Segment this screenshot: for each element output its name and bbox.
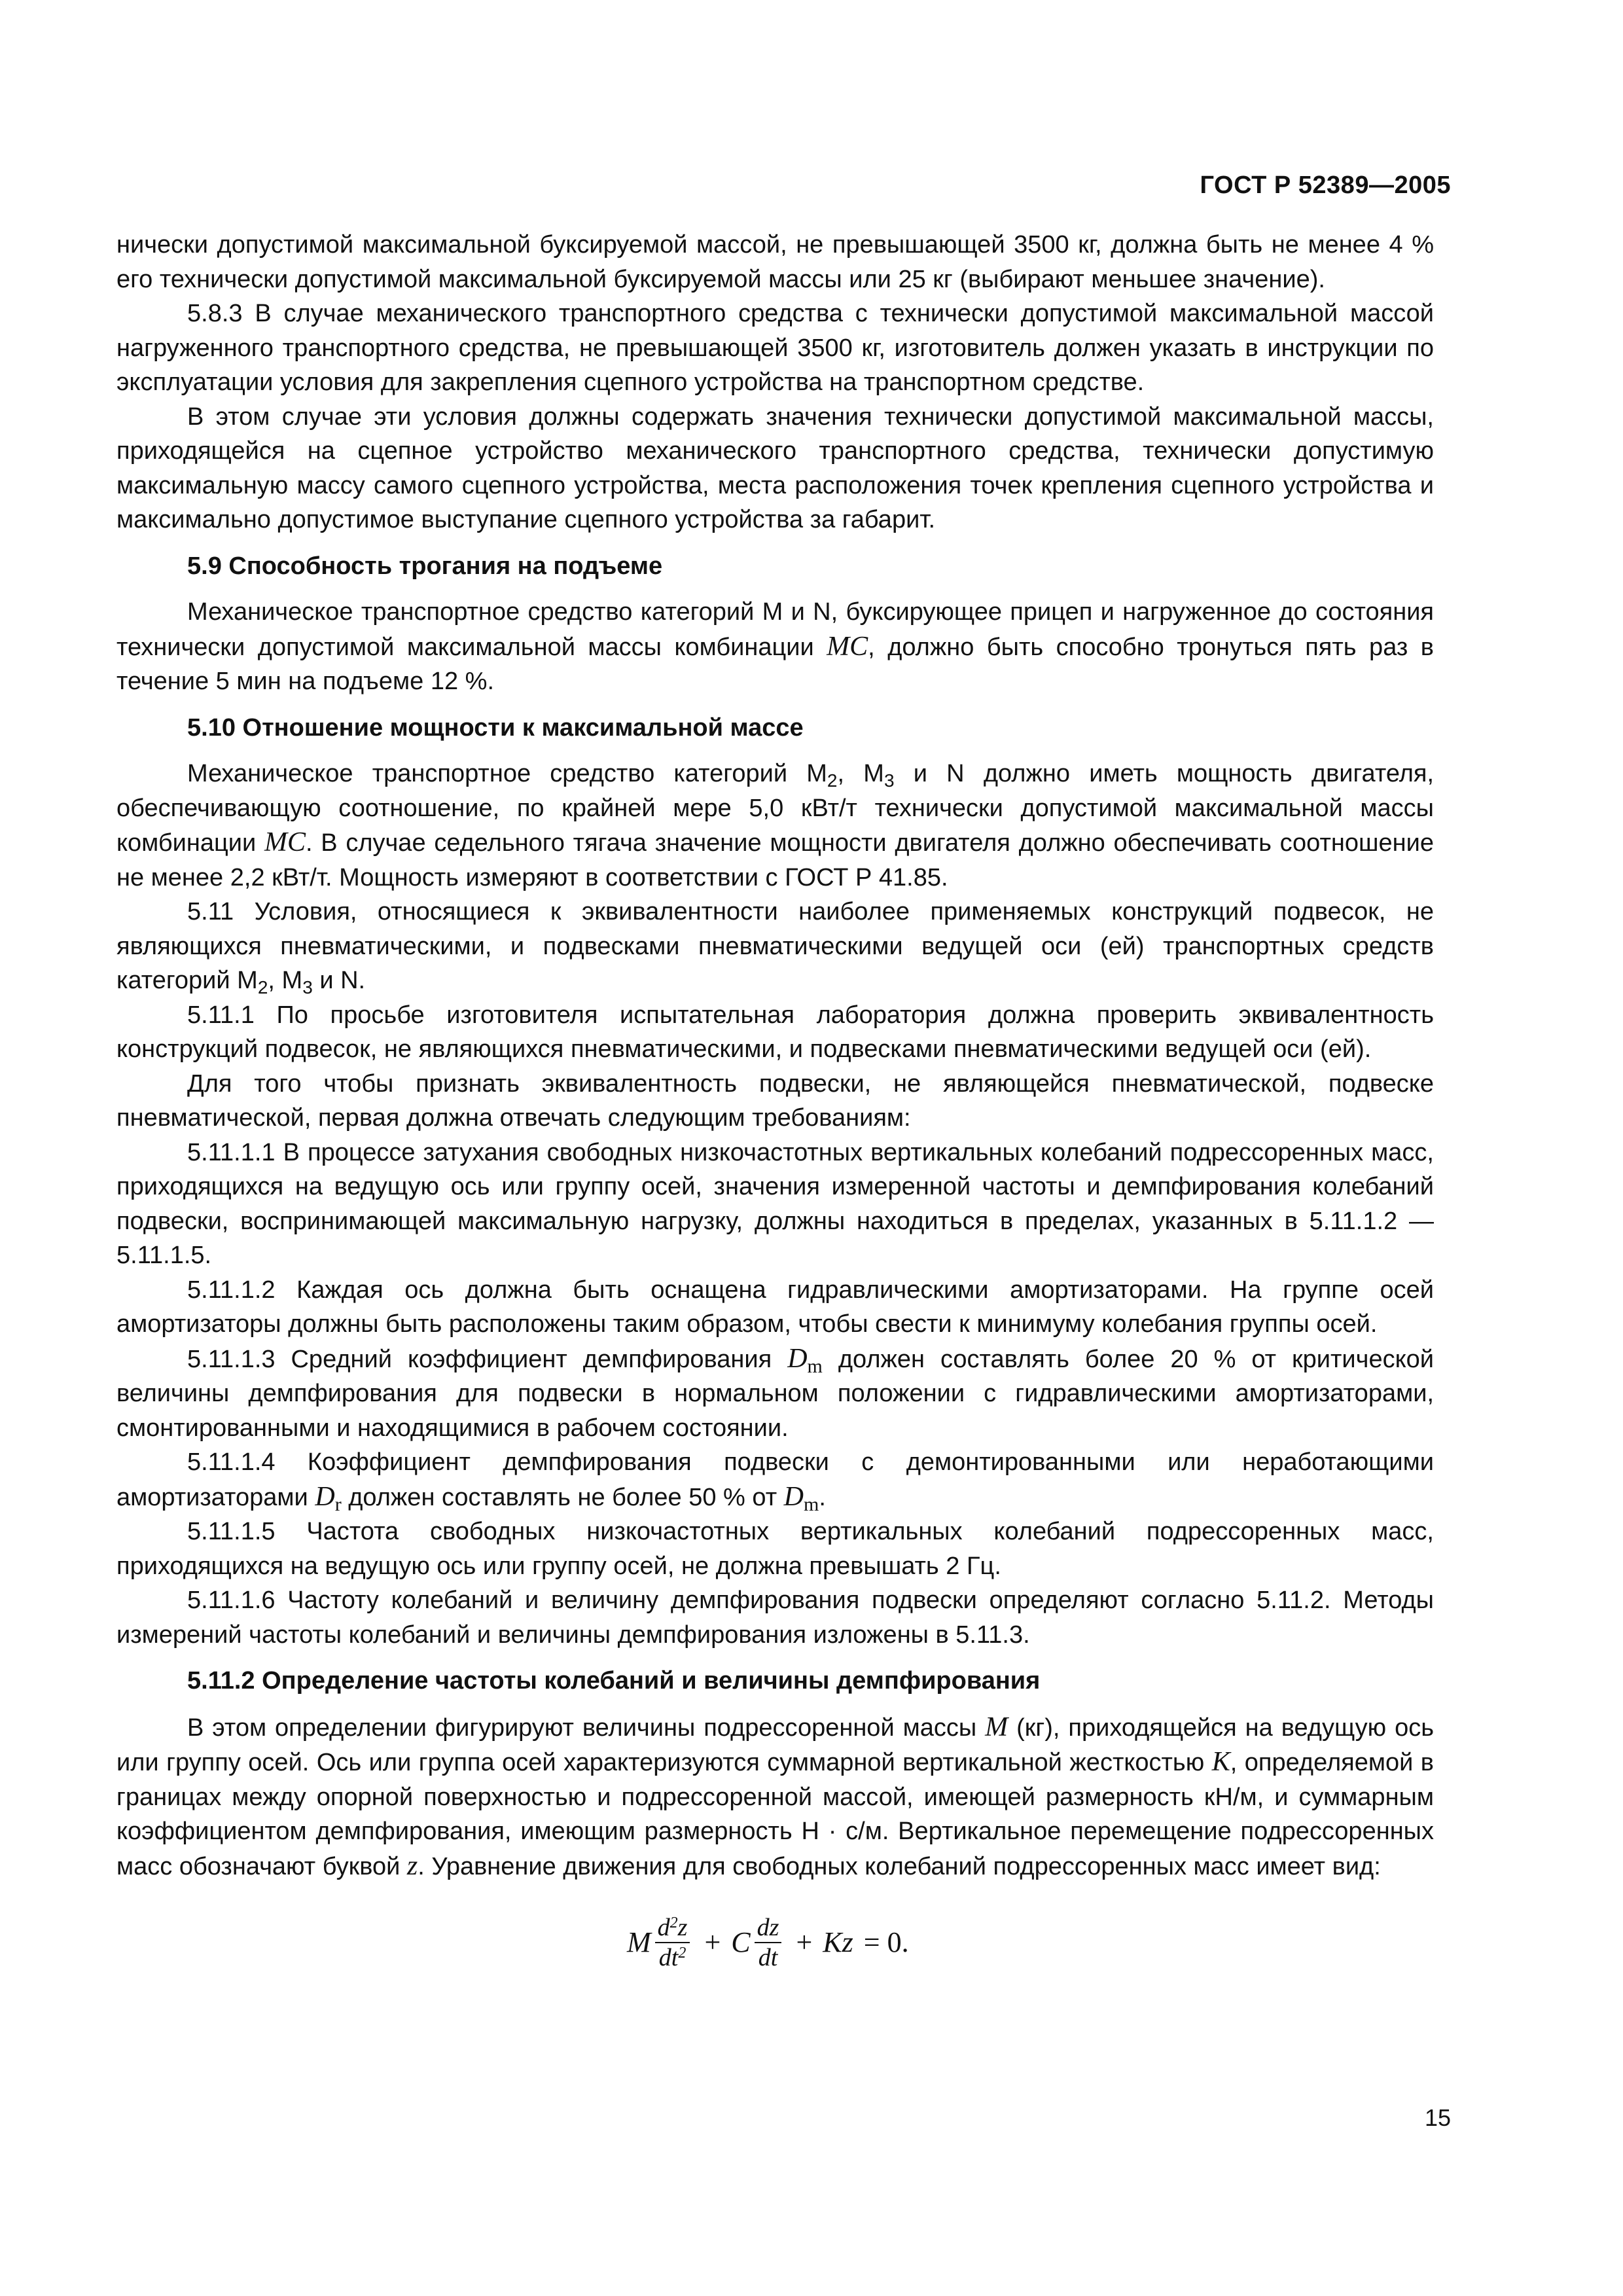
document-code: ГОСТ Р 52389—2005 [1200,171,1451,199]
text-run: 5.11.1.4 Коэффициент демпфирования подвески с демонтированными или неработающими амортизаторами [116,1448,1434,1511]
paragraph [116,1342,1434,1446]
formula-dt: dt [658,1944,679,1971]
fraction-denominator [656,1943,689,1972]
page-number: 15 [1424,2104,1451,2131]
symbol-mc: MC [264,827,306,857]
paragraph: 5.11.1.6 Частоту колебаний и величину демпфирования подвески определяют согласно 5.11.2. Методы измерений частоты колебаний и величины демпфирования изложены в 5.11.3. [116,1587,1434,1649]
formula-d: d [657,1914,670,1941]
subscript: 2 [827,770,838,791]
document-body [116,228,1434,1982]
formula-kz: Kz [823,1926,853,1958]
motion-equation [116,1903,1434,1982]
fraction-d2z-dt2 [655,1913,690,1972]
text-run: должен составлять не более 50 % от [341,1483,784,1511]
symbol-d: D [315,1481,335,1512]
text-run: должен составлять более 20 % от критической величины демпфирования для подвески в нормальном положении с гидравлическими амортизаторами, смонтированными и находящимися в рабочем состоянии. [116,1345,1434,1442]
text-run: , M [268,967,303,994]
symbol-d: D [783,1481,804,1512]
text-run: Механическое транспортное средство категорий M [187,760,827,787]
text-run: . Уравнение движения для свободных колебаний подрессоренных масс имеет вид: [418,1852,1381,1880]
paragraph: 5.8.3 В случае механического транспортного средства с технически допустимой максимальной массой нагруженного транспортного средства, не превышающей 3500 кг, изготовитель должен указать в инструкции по эксплуатации условия для закрепления сцепного устройства на транспортном средстве. [116,300,1434,396]
symbol-k: K [1211,1747,1230,1777]
subscript: 2 [257,977,268,997]
paragraph: В этом случае эти условия должны содержать значения технически допустимой максимальной массы, приходящейся на сцепное устройство механического транспортного средства, технически допустимую максимальную массу самого сцепного устройства, места расположения точек крепления сцепного устройства и максимально допустимое выступание сцепного устройства за габарит. [116,403,1434,533]
formula-plus: + [704,1926,721,1958]
symbol-d: D [787,1343,808,1374]
paragraph: 5.11.1.2 Каждая ось должна быть оснащена гидравлическими амортизаторами. На группе осей амортизаторы должны быть расположены таким образом, чтобы свести к минимуму колебания группы осей. [116,1276,1434,1338]
text-run: В этом определении фигурируют величины подрессоренной массы [187,1713,986,1742]
paragraph: 5.11.1.1 В процессе затухания свободных низкочастотных вертикальных колебаний подрессоренных масс, приходящихся на ведущую ось или группу осей, значения измеренной частоты и демпфирования колебаний подвески, воспринимающей максимальную нагрузку, должны находиться в пределах, указанных в 5.11.1.2 — 5.11.1.5. [116,1138,1434,1269]
formula-plus: + [796,1926,813,1958]
paragraph [116,1710,1434,1884]
subscript: 3 [883,770,895,791]
fraction-numerator: dz [755,1913,782,1943]
subscript: 3 [302,977,313,997]
paragraph: 5.11.1 По просьбе изготовителя испытательная лаборатория должна проверить эквивалентность конструкций подвесок, не являющихся пневматическими, и подвесками пневматическими ведущей оси (ей). [116,1001,1434,1063]
paragraph: нически допустимой максимальной буксируемой массой, не превышающей 3500 кг, должна быть не менее 4 % его технически допустимой максимальной буксируемой массы или 25 кг (выбирают меньшее значение). [116,231,1434,293]
fraction-dz-dt [755,1913,782,1972]
formula-z: z [677,1914,688,1941]
fraction-numerator [655,1913,690,1943]
section-heading: 5.11.2 Определение частоты колебаний и величины демпфирования [187,1667,1041,1695]
text-run: . В случае седельного тягача значение мощности двигателя должно обеспечивать соотношение не менее 2,2 кВт/т. Мощность измеряют в соответствии с ГОСТ Р 41.85. [116,829,1434,891]
text-run: . [819,1483,826,1511]
text-run: 5.11.1.3 Средний коэффициент демпфирования [187,1345,788,1373]
paragraph [116,895,1434,998]
section-heading: 5.10 Отношение мощности к максимальной массе [187,713,804,742]
section-heading: 5.9 Способность трогания на подъеме [187,552,663,580]
text-run: 5.11 Условия, относящиеся к эквивалентности наиболее применяемых конструкций подвесок, не являющихся пневматическими, и подвесками пневматическими ведущей оси (ей) транспортных средств категорий M [116,898,1434,994]
formula-superscript: 2 [669,1914,678,1931]
text-run: и N должно иметь мощность двигателя, обеспечивающую соотношение, по крайней мере 5,0 кВт/т технически допустимой максимальной массы комбинации [116,760,1434,857]
text-run: и N. [312,967,366,994]
formula-c: C [731,1926,751,1958]
formula-m: M [627,1926,651,1958]
paragraph [116,757,1434,895]
fraction-denominator: dt [758,1944,778,1971]
symbol-m: M [985,1712,1008,1742]
paragraph: Для того чтобы признать эквивалентность подвески, не являющейся пневматической, подвеске пневматической, первая должна отвечать следующим требованиям: [116,1069,1434,1132]
text-run: Механическое транспортное средство категорий M и N, буксирующее прицеп и нагруженное до состояния технически допустимой максимальной массы комбинации [116,598,1434,661]
paragraph [116,595,1434,699]
subscript: r [334,1493,342,1515]
subscript: m [804,1493,819,1515]
paragraph: 5.11.1.5 Частота свободных низкочастотных вертикальных колебаний подрессоренных масс, приходящихся на ведущую ось или группу осей, не должна превышать 2 Гц. [116,1518,1434,1580]
text-run: , должно быть способно тронуться пять раз в течение 5 мин на подъеме 12 %. [116,633,1434,695]
subscript: m [807,1355,823,1377]
text-run: , M [837,760,884,787]
symbol-z: z [406,1850,418,1881]
symbol-mc: MC [827,631,868,662]
formula-superscript: 2 [678,1945,687,1962]
text-run: , определяемой в границах между опорной поверхностью и подрессоренной массой, имеющей размерность кН/м, и суммарным коэффициентом демпфирования, имеющим размерность Н · с/м. Вертикальное перемещение подрессоренных масс обозначают буквой [116,1749,1434,1880]
paragraph [116,1445,1434,1515]
text-run: (кг), приходящейся на ведущую ось или группу осей. Ось или группа осей характеризуются суммарной вертикальной жесткостью [116,1713,1435,1776]
formula-equals-zero: = 0. [863,1926,909,1958]
